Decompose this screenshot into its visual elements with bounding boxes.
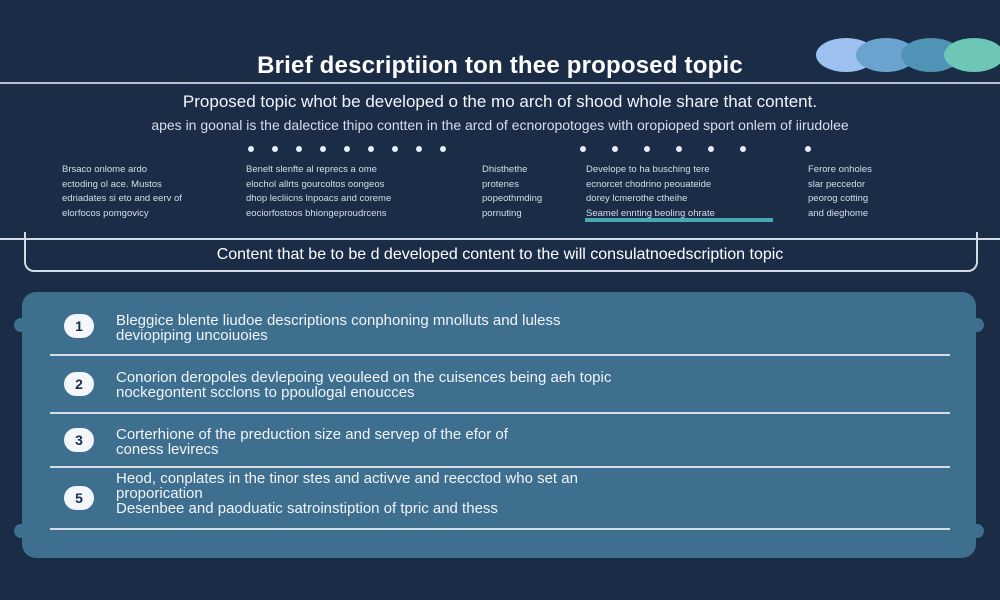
column-line: Brsaco onlome ardo bbox=[62, 164, 148, 175]
column-line: Develope to ha busching tere bbox=[586, 164, 710, 175]
content-panel bbox=[22, 292, 976, 558]
bullet-dot-icon bbox=[248, 146, 254, 152]
list-item-text: Heod, conplates in the tinor stes and activve and reecctod who set an proporication Desenbee and paoduatic satroinstiption of tpric and thess bbox=[116, 470, 578, 517]
column-line: peorog cotting bbox=[808, 193, 869, 204]
bullet-dot-icon bbox=[676, 146, 682, 152]
column-line: Benelt slenfte al reprecs a ome bbox=[246, 164, 377, 175]
bullet-dot-icon bbox=[612, 146, 618, 152]
list-item-text: Corterhione of the preduction size and servep of the efor of coness levirecs bbox=[116, 426, 508, 458]
column-line: Ferore onholes bbox=[808, 164, 872, 175]
column-line: elorfocos pomgovicy bbox=[62, 207, 149, 219]
item-number-badge: 3 bbox=[64, 428, 94, 452]
intro-text: apes in goonal is the dalectice thipo contten in the arcd of ecnoropotoges with oropioped sport onlem of iirudolee bbox=[151, 117, 849, 133]
bullet-dot-icon bbox=[272, 146, 278, 152]
column-line: protenes bbox=[482, 178, 519, 190]
column-line: popeothmding bbox=[482, 193, 543, 204]
item-number-badge: 1 bbox=[64, 314, 94, 338]
bullet-dot-icon bbox=[368, 146, 374, 152]
panel-bump bbox=[970, 524, 984, 538]
top-rule bbox=[0, 82, 1000, 84]
column-line: dhop lecliicns lnpoacs and coreme bbox=[246, 193, 392, 204]
bullet-dot-icon bbox=[740, 146, 746, 152]
column-line: elochol allrts gourcoltos oongeos bbox=[246, 178, 385, 190]
bullet-dot-icon bbox=[320, 146, 326, 152]
column-line: Seamel ennting beoling ohrate bbox=[586, 207, 715, 219]
panel-bump bbox=[970, 318, 984, 332]
bullet-dot-icon bbox=[416, 146, 422, 152]
item-number-badge: 2 bbox=[64, 372, 94, 396]
column-4 bbox=[586, 163, 715, 221]
column-line: and dieghome bbox=[808, 207, 869, 219]
bullet-dot-icon bbox=[805, 146, 811, 152]
bullet-dot-icon bbox=[440, 146, 446, 152]
list-divider bbox=[50, 354, 950, 356]
column-line: dorey lcmerothe ctheihe bbox=[586, 193, 688, 204]
column-1 bbox=[62, 163, 182, 221]
column-line: edriadates si eto and eerv of bbox=[62, 193, 182, 204]
column-5 bbox=[808, 163, 872, 221]
list-divider bbox=[50, 412, 950, 414]
column-line: Dhisthethe bbox=[482, 164, 528, 175]
column-accent-bar bbox=[585, 218, 773, 222]
bullet-dot-icon bbox=[392, 146, 398, 152]
bullet-dot-icon bbox=[580, 146, 586, 152]
panel-bump bbox=[14, 524, 28, 538]
item-number-badge: 5 bbox=[64, 486, 94, 510]
bullet-dot-icon bbox=[296, 146, 302, 152]
bullet-dot-icon bbox=[644, 146, 650, 152]
section-header: Content that be to be d developed content to the will consulatnoedscription topic bbox=[216, 246, 784, 263]
bullet-dot-icon bbox=[708, 146, 714, 152]
list-divider bbox=[50, 466, 950, 468]
column-line: slar peccedor bbox=[808, 178, 866, 190]
column-line: pornuting bbox=[482, 207, 522, 219]
column-line: ectoding ol ace. Mustos bbox=[62, 178, 162, 190]
page-subtitle: Proposed topic whot be developed o the mo arch of shood whole share that content. bbox=[182, 92, 818, 111]
column-2 bbox=[246, 163, 391, 221]
bullet-dot-icon bbox=[344, 146, 350, 152]
list-divider bbox=[50, 528, 950, 530]
list-item-text: Conorion deropoles devlepoing veouleed on the cuisences being aeh topic nockegontent scclons to ppoulogal enoucces bbox=[116, 369, 612, 401]
list-item-text: Bleggice blente liudoe descriptions conphoning mnolluts and luless deviopiping uncoiuoies bbox=[116, 312, 561, 344]
page-title: Brief descriptiion ton thee proposed topic bbox=[257, 52, 743, 79]
column-line: eociorfostoos bhiongeproudrcens bbox=[246, 207, 387, 219]
column-line: ecnorcet chodrino peouateide bbox=[586, 178, 712, 190]
column-3 bbox=[482, 163, 542, 221]
panel-bump bbox=[14, 318, 28, 332]
